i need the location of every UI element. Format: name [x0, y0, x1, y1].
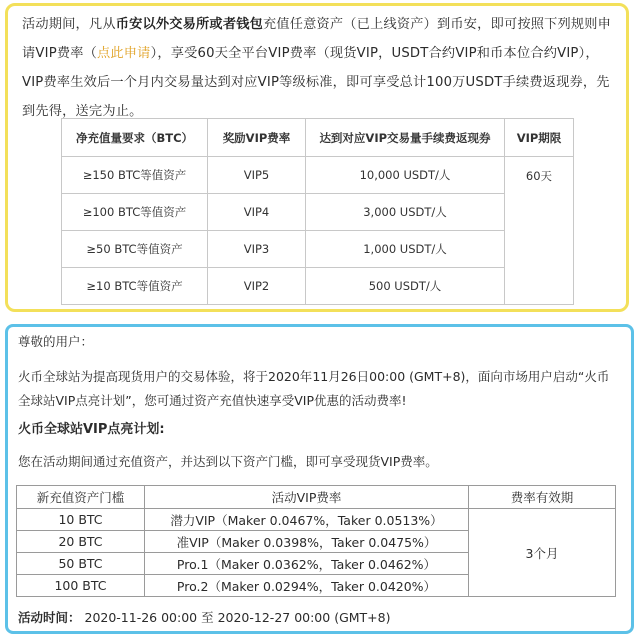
table-row — [62, 268, 574, 305]
vip-level-cell: VIP2 — [208, 268, 306, 305]
header-rebate-voucher: 达到对应VIP交易量手续费返现券 — [306, 119, 505, 157]
table-row — [62, 157, 574, 194]
binance-vip-table — [61, 118, 574, 305]
plan-title: 火币全球站VIP点亮计划: — [18, 422, 165, 437]
intro-text-1: 活动期间，凡从 — [22, 17, 116, 32]
rebate-cell: 3,000 USDT/人 — [306, 194, 505, 231]
condition-text: 您在活动期间通过充值资产，并达到以下资产门槛，即可享受现货VIP费率。 — [18, 454, 438, 469]
intro-text-3: ），享受60天全平台VIP费率（现货VIP，USDT合约VIP和币本位合约VIP），VIP费率生效后一个月内交易量达到对应VIP等级标准，即可享受总计100万USDT手续费返现券，先到先得，送完为止。 — [22, 46, 610, 119]
table-header-row — [17, 486, 616, 509]
vip-level-cell: VIP5 — [208, 157, 306, 194]
vip-level-cell: VIP3 — [208, 231, 306, 268]
huobi-announcement-card — [5, 324, 634, 634]
huobi-intro-paragraph: 火币全球站为提高现货用户的交易体验，将于2020年11月26日00:00 (GMT+8)，面向市场用户启动“火币全球站VIP点亮计划”，您可通过资产充值快速享受VIP优惠的活动费率! — [18, 369, 610, 408]
rebate-cell: 500 USDT/人 — [306, 268, 505, 305]
intro-text-2: 充值任意资产（已上线资产）到币安，即可按照下列规则申请VIP费率（ — [22, 17, 612, 61]
header-deposit-requirement: 净充值量要求（BTC） — [62, 119, 208, 157]
table-header-row — [62, 119, 574, 157]
period-value: 2020-11-26 00:00 至 2020-12-27 00:00 (GMT+8) — [80, 610, 391, 625]
rate-cell: 潜力VIP（Maker 0.0467%，Taker 0.0513%） — [145, 509, 469, 531]
deposit-cell: ≥10 BTC等值资产 — [62, 268, 208, 305]
vip-level-cell: VIP4 — [208, 194, 306, 231]
rate-cell: Pro.2（Maker 0.0294%，Taker 0.0420%） — [145, 575, 469, 597]
activity-period — [18, 608, 390, 626]
threshold-cell: 50 BTC — [17, 553, 145, 575]
greeting: 尊敬的用户： — [18, 334, 94, 349]
deposit-cell: ≥50 BTC等值资产 — [62, 231, 208, 268]
validity-cell: 3个月 — [469, 509, 616, 597]
rate-cell: Pro.1（Maker 0.0362%，Taker 0.0462%） — [145, 553, 469, 575]
table-row — [17, 509, 616, 531]
deposit-cell: ≥150 BTC等值资产 — [62, 157, 208, 194]
apply-link[interactable]: 点此申请 — [97, 46, 151, 61]
binance-intro-paragraph — [22, 10, 616, 126]
table-row — [62, 194, 574, 231]
rate-cell: 准VIP（Maker 0.0398%，Taker 0.0475%） — [145, 531, 469, 553]
table-row — [62, 231, 574, 268]
deposit-cell: ≥100 BTC等值资产 — [62, 194, 208, 231]
threshold-cell: 20 BTC — [17, 531, 145, 553]
huobi-vip-table — [16, 485, 616, 597]
header-vip-period: VIP期限 — [505, 119, 574, 157]
header-rate-validity: 费率有效期 — [469, 486, 616, 509]
threshold-cell: 10 BTC — [17, 509, 145, 531]
header-deposit-threshold: 新充值资产门槛 — [17, 486, 145, 509]
rebate-cell: 1,000 USDT/人 — [306, 231, 505, 268]
threshold-cell: 100 BTC — [17, 575, 145, 597]
period-label: 活动时间： — [18, 610, 81, 625]
header-activity-vip-rate: 活动VIP费率 — [145, 486, 469, 509]
rebate-cell: 10,000 USDT/人 — [306, 157, 505, 194]
header-vip-rate: 奖励VIP费率 — [208, 119, 306, 157]
vip-period-cell: 60天 — [505, 157, 574, 305]
intro-bold-text: 币安以外交易所或者钱包 — [115, 17, 263, 32]
